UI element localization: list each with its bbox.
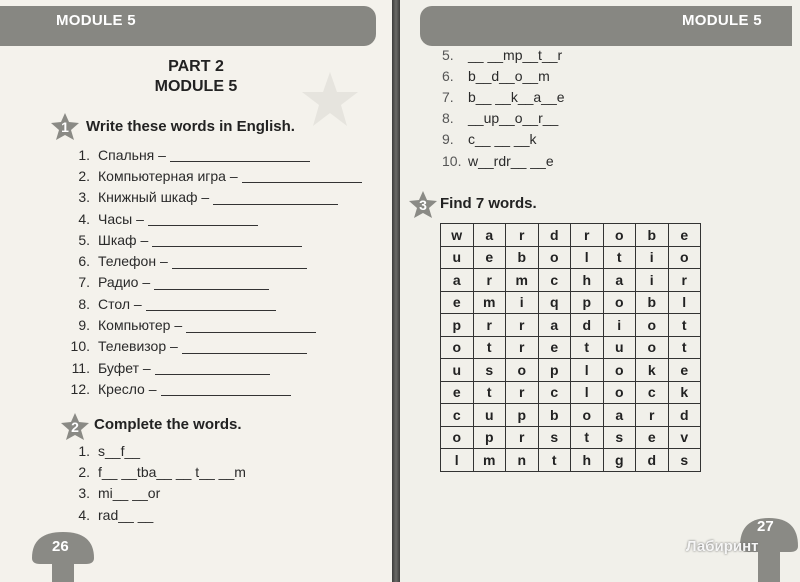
item-text: w__rdr__ __e <box>468 152 554 169</box>
exercise-2-item <box>64 504 246 525</box>
exercise-1-item <box>64 293 362 314</box>
grid-row <box>441 224 701 247</box>
grid-row <box>441 381 701 404</box>
grid-cell[interactable]: r <box>473 269 506 292</box>
grid-cell[interactable]: p <box>506 404 539 427</box>
item-text: Стол – <box>98 295 142 312</box>
item-number: 2. <box>78 167 90 184</box>
grid-cell[interactable]: o <box>571 404 604 427</box>
grid-cell[interactable]: r <box>506 224 539 247</box>
grid-cell[interactable]: w <box>441 224 474 247</box>
grid-cell[interactable]: l <box>441 449 474 472</box>
item-text: Кресло – <box>98 380 157 397</box>
grid-cell[interactable]: k <box>636 359 669 382</box>
exercise-1-title: Write these words in English. <box>86 118 295 135</box>
exercise-1-item <box>64 144 362 165</box>
right-header-title: MODULE 5 <box>682 12 762 29</box>
grid-cell[interactable]: r <box>506 336 539 359</box>
grid-cell[interactable]: t <box>668 314 701 337</box>
exercise-2-item <box>64 461 246 482</box>
item-number: 7. <box>442 88 454 105</box>
exercise-3-number: 3 <box>419 197 427 213</box>
grid-cell[interactable]: r <box>506 381 539 404</box>
grid-cell[interactable]: s <box>603 426 636 449</box>
grid-cell[interactable]: v <box>668 426 701 449</box>
answer-blank[interactable] <box>148 211 258 226</box>
item-number: 3. <box>78 189 90 206</box>
item-number: 10. <box>70 338 90 355</box>
grid-cell[interactable]: u <box>441 359 474 382</box>
grid-cell[interactable]: t <box>473 381 506 404</box>
exercise-2-item <box>442 129 565 150</box>
exercise-2-title: Complete the words. <box>94 416 242 433</box>
answer-blank[interactable] <box>170 147 310 162</box>
item-text: b__ __k__a__e <box>468 88 565 105</box>
grid-cell[interactable]: p <box>538 359 571 382</box>
left-header-title: MODULE 5 <box>56 12 136 29</box>
grid-cell[interactable]: s <box>538 426 571 449</box>
item-number: 2. <box>78 463 90 480</box>
item-text: Часы – <box>98 210 144 227</box>
watermark-logo: Лабиринт <box>686 538 759 555</box>
grid-cell[interactable]: t <box>668 336 701 359</box>
grid-cell[interactable]: l <box>668 291 701 314</box>
grid-cell[interactable]: e <box>441 291 474 314</box>
item-number: 8. <box>78 295 90 312</box>
item-text: b__d__o__m <box>468 67 550 84</box>
grid-cell[interactable]: c <box>636 381 669 404</box>
item-text: Шкаф – <box>98 231 149 248</box>
left-page <box>0 0 392 582</box>
part-title: PART 2 <box>168 58 224 75</box>
item-number: 1. <box>78 146 90 163</box>
grid-cell[interactable]: t <box>473 336 506 359</box>
grid-cell[interactable]: m <box>506 269 539 292</box>
item-number: 5. <box>78 231 90 248</box>
grid-cell[interactable]: e <box>636 426 669 449</box>
word-search-grid <box>440 223 701 472</box>
grid-cell[interactable]: s <box>473 359 506 382</box>
grid-cell[interactable]: e <box>668 224 701 247</box>
item-text: Телефон – <box>98 253 168 270</box>
grid-cell[interactable]: d <box>668 404 701 427</box>
grid-cell[interactable]: o <box>441 426 474 449</box>
exercise-1-item <box>64 357 362 378</box>
item-text: Компьютерная игра – <box>98 167 238 184</box>
grid-cell[interactable]: a <box>441 269 474 292</box>
exercise-1-number: 1 <box>61 119 69 135</box>
item-text: Буфет – <box>98 359 151 376</box>
exercise-2-number: 2 <box>71 419 79 435</box>
grid-cell[interactable]: e <box>538 336 571 359</box>
item-text: Радио – <box>98 274 151 291</box>
grid-cell[interactable]: m <box>473 291 506 314</box>
grid-cell[interactable]: u <box>441 246 474 269</box>
exercise-1-item <box>64 208 362 229</box>
grid-cell[interactable]: r <box>473 314 506 337</box>
grid-row <box>441 291 701 314</box>
grid-cell[interactable]: o <box>441 336 474 359</box>
grid-cell[interactable]: u <box>603 336 636 359</box>
exercise-1-list <box>64 144 362 400</box>
grid-cell[interactable]: l <box>571 359 604 382</box>
grid-cell[interactable]: q <box>538 291 571 314</box>
grid-cell[interactable]: l <box>571 246 604 269</box>
grid-cell[interactable]: l <box>571 381 604 404</box>
item-number: 10. <box>442 152 462 169</box>
grid-cell[interactable]: r <box>506 314 539 337</box>
module-title: MODULE 5 <box>154 78 238 95</box>
grid-cell[interactable]: h <box>571 449 604 472</box>
answer-blank[interactable] <box>172 254 307 269</box>
exercise-2-item <box>64 483 246 504</box>
grid-cell[interactable]: o <box>636 336 669 359</box>
exercise-2-item <box>442 65 565 86</box>
grid-cell[interactable]: a <box>603 404 636 427</box>
exercise-2-item <box>442 150 565 171</box>
grid-row <box>441 404 701 427</box>
grid-row <box>441 426 701 449</box>
grid-cell[interactable]: t <box>571 336 604 359</box>
right-page <box>400 0 800 582</box>
grid-cell[interactable]: t <box>538 449 571 472</box>
item-number: 9. <box>78 317 90 334</box>
exercise-2-item <box>64 440 246 461</box>
item-text: mi__ __or <box>98 485 161 502</box>
item-text: Книжный шкаф – <box>98 189 210 206</box>
grid-cell[interactable]: o <box>636 314 669 337</box>
grid-cell[interactable]: i <box>636 246 669 269</box>
grid-cell[interactable]: k <box>668 381 701 404</box>
grid-row <box>441 246 701 269</box>
grid-cell[interactable]: o <box>603 224 636 247</box>
answer-blank[interactable] <box>186 318 316 333</box>
grid-cell[interactable]: i <box>636 269 669 292</box>
item-number: 4. <box>78 210 90 227</box>
grid-cell[interactable]: o <box>603 381 636 404</box>
grid-cell[interactable]: o <box>668 246 701 269</box>
answer-blank[interactable] <box>161 381 291 396</box>
item-text: __ __mp__t__r <box>468 46 563 63</box>
grid-cell[interactable]: t <box>571 426 604 449</box>
grid-cell[interactable]: g <box>603 449 636 472</box>
grid-cell[interactable]: t <box>603 246 636 269</box>
exercise-2-item <box>442 108 565 129</box>
exercise-1-badge <box>50 112 80 142</box>
item-number: 7. <box>78 274 90 291</box>
grid-row <box>441 449 701 472</box>
grid-cell[interactable]: e <box>473 246 506 269</box>
item-number: 1. <box>78 442 90 459</box>
grid-cell[interactable]: d <box>636 449 669 472</box>
item-text: s__f__ <box>98 442 141 459</box>
exercise-1-item <box>64 250 362 271</box>
item-text: f__ __tba__ __ t__ __m <box>98 463 246 480</box>
grid-cell[interactable]: d <box>571 314 604 337</box>
grid-cell[interactable]: e <box>441 381 474 404</box>
grid-cell[interactable]: i <box>603 314 636 337</box>
grid-cell[interactable]: c <box>538 269 571 292</box>
grid-cell[interactable]: r <box>668 269 701 292</box>
grid-cell[interactable]: c <box>538 381 571 404</box>
grid-cell[interactable]: o <box>603 359 636 382</box>
grid-cell[interactable]: b <box>538 404 571 427</box>
exercise-2-continued-list <box>442 44 565 171</box>
grid-cell[interactable]: s <box>668 449 701 472</box>
exercise-1-item <box>64 187 362 208</box>
grid-cell[interactable]: o <box>506 359 539 382</box>
exercise-2-item <box>442 44 565 65</box>
item-text: Компьютер – <box>98 317 183 334</box>
answer-blank[interactable] <box>146 296 276 311</box>
exercise-1-item <box>64 165 362 186</box>
grid-cell[interactable]: p <box>571 291 604 314</box>
answer-blank[interactable] <box>154 275 269 290</box>
grid-cell[interactable]: c <box>441 404 474 427</box>
answer-blank[interactable] <box>152 232 302 247</box>
item-number: 6. <box>78 253 90 270</box>
exercise-2-item <box>442 86 565 107</box>
grid-cell[interactable]: b <box>506 246 539 269</box>
item-text: c__ __ __k <box>468 131 537 148</box>
item-text: Спальня – <box>98 146 166 163</box>
item-text: __up__o__r__ <box>468 110 559 127</box>
answer-blank[interactable] <box>242 168 362 183</box>
grid-cell[interactable]: i <box>506 291 539 314</box>
grid-cell[interactable]: o <box>603 291 636 314</box>
item-number: 12. <box>70 380 90 397</box>
grid-row <box>441 314 701 337</box>
item-number: 6. <box>442 67 454 84</box>
grid-cell[interactable]: a <box>603 269 636 292</box>
grid-cell[interactable]: a <box>538 314 571 337</box>
grid-cell[interactable]: b <box>636 224 669 247</box>
grid-cell[interactable]: b <box>636 291 669 314</box>
answer-blank[interactable] <box>182 339 307 354</box>
item-text: Телевизор – <box>98 338 178 355</box>
grid-cell[interactable]: o <box>538 246 571 269</box>
exercise-3-badge <box>408 190 438 220</box>
exercise-1-item <box>64 314 362 335</box>
grid-cell[interactable]: p <box>441 314 474 337</box>
exercise-2-list <box>64 440 246 525</box>
grid-cell[interactable]: h <box>571 269 604 292</box>
grid-cell[interactable]: e <box>668 359 701 382</box>
grid-cell[interactable]: u <box>473 404 506 427</box>
answer-blank[interactable] <box>155 360 270 375</box>
left-page-number: 26 <box>52 538 69 555</box>
exercise-1-item <box>64 272 362 293</box>
exercise-1-item <box>64 336 362 357</box>
exercise-3-title: Find 7 words. <box>440 195 537 212</box>
item-number: 8. <box>442 110 454 127</box>
item-number: 3. <box>78 485 90 502</box>
grid-cell[interactable]: r <box>506 426 539 449</box>
right-page-number: 27 <box>757 518 774 535</box>
grid-cell[interactable]: n <box>506 449 539 472</box>
grid-row <box>441 336 701 359</box>
grid-cell[interactable]: r <box>636 404 669 427</box>
grid-row <box>441 359 701 382</box>
exercise-2-badge <box>60 412 90 442</box>
grid-cell[interactable]: a <box>473 224 506 247</box>
item-number: 11. <box>71 359 90 376</box>
book-spine <box>392 0 400 582</box>
exercise-1-item <box>64 378 362 399</box>
item-number: 5. <box>442 46 454 63</box>
grid-cell[interactable]: p <box>473 426 506 449</box>
item-number: 9. <box>442 131 454 148</box>
grid-cell[interactable]: d <box>538 224 571 247</box>
grid-cell[interactable]: m <box>473 449 506 472</box>
exercise-1-item <box>64 229 362 250</box>
item-number: 4. <box>78 506 90 523</box>
grid-cell[interactable]: r <box>571 224 604 247</box>
item-text: rad__ __ <box>98 506 154 523</box>
answer-blank[interactable] <box>213 190 338 205</box>
grid-row <box>441 269 701 292</box>
page-number-mushroom-icon <box>28 528 98 582</box>
